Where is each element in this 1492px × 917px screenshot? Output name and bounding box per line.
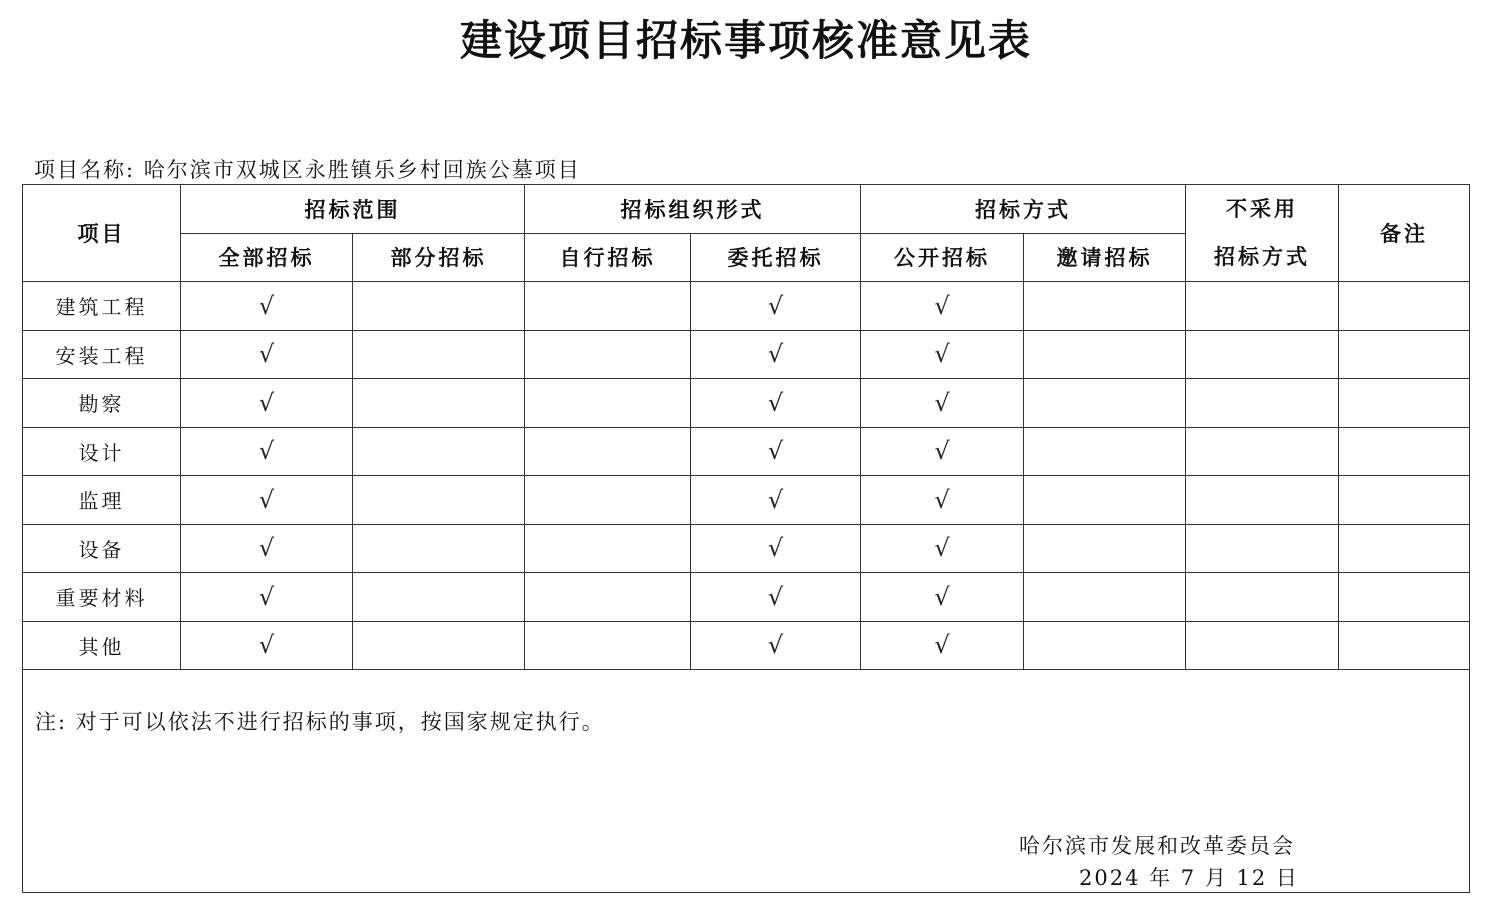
check-mark-icon: √ [767, 388, 784, 417]
cell-self [525, 476, 691, 525]
check-mark-icon: √ [767, 291, 784, 320]
cell-entrust [691, 573, 861, 622]
cell-invite [1024, 573, 1186, 622]
cell-partial [353, 379, 525, 428]
cell-none [1186, 282, 1339, 331]
check-mark-icon: √ [258, 437, 275, 466]
row-label: 重要材料 [23, 573, 181, 622]
cell-partial [353, 282, 525, 331]
check-mark-icon: √ [767, 485, 784, 514]
cell-open [861, 379, 1024, 428]
table-row [23, 524, 1470, 573]
cell-open [861, 621, 1024, 670]
table-row [23, 282, 1470, 331]
table-row [23, 427, 1470, 476]
row-label: 建筑工程 [23, 282, 181, 331]
cell-none [1186, 573, 1339, 622]
cell-self [525, 621, 691, 670]
row-label: 勘察 [23, 379, 181, 428]
cell-entrust [691, 621, 861, 670]
cell-open [861, 524, 1024, 573]
cell-full [181, 524, 353, 573]
check-mark-icon: √ [258, 631, 275, 660]
cell-self [525, 524, 691, 573]
cell-partial [353, 621, 525, 670]
header-no-bidding-line1: 不采用 [1226, 197, 1298, 221]
cell-invite [1024, 621, 1186, 670]
cell-invite [1024, 524, 1186, 573]
cell-entrust [691, 427, 861, 476]
cell-entrust [691, 330, 861, 379]
cell-entrust [691, 282, 861, 331]
row-label: 监理 [23, 476, 181, 525]
cell-invite [1024, 330, 1186, 379]
check-mark-icon: √ [934, 388, 950, 417]
cell-full [181, 427, 353, 476]
cell-none [1186, 427, 1339, 476]
cell-self [525, 379, 691, 428]
check-mark-icon: √ [767, 582, 784, 611]
cell-partial [353, 573, 525, 622]
issuer-name: 哈尔滨市发展和改革委员会 [1019, 834, 1295, 858]
cell-self [525, 330, 691, 379]
cell-open [861, 573, 1024, 622]
footer-cell [23, 670, 1470, 893]
cell-open [861, 330, 1024, 379]
cell-full [181, 282, 353, 331]
page-title: 建设项目招标事项核准意见表 [459, 16, 1032, 65]
header-item: 项目 [23, 185, 181, 282]
check-mark-icon: √ [258, 485, 275, 514]
cell-remark [1339, 573, 1470, 622]
header-no-bidding-line2: 招标方式 [1214, 245, 1310, 269]
check-mark-icon: √ [767, 631, 784, 660]
header-method-invite: 邀请招标 [1024, 233, 1186, 282]
check-mark-icon: √ [934, 582, 950, 611]
table-row [23, 621, 1470, 670]
row-label: 安装工程 [23, 330, 181, 379]
cell-none [1186, 476, 1339, 525]
table-row [23, 476, 1470, 525]
check-mark-icon: √ [258, 534, 275, 563]
cell-open [861, 282, 1024, 331]
check-mark-icon: √ [258, 388, 275, 417]
header-org-entrust: 委托招标 [691, 233, 861, 282]
check-mark-icon: √ [934, 534, 950, 563]
header-organization: 招标组织形式 [525, 185, 861, 234]
project-name: 项目名称: 哈尔滨市双城区永胜镇乐乡村回族公墓项目 [34, 158, 581, 182]
cell-partial [353, 427, 525, 476]
check-mark-icon: √ [934, 340, 950, 369]
check-mark-icon: √ [767, 534, 784, 563]
cell-remark [1339, 524, 1470, 573]
cell-full [181, 330, 353, 379]
cell-full [181, 573, 353, 622]
header-scope: 招标范围 [181, 185, 525, 234]
row-label: 设计 [23, 427, 181, 476]
header-method-open: 公开招标 [861, 233, 1024, 282]
check-mark-icon: √ [934, 631, 950, 660]
cell-none [1186, 524, 1339, 573]
approval-table [22, 184, 1470, 893]
row-label: 其他 [23, 621, 181, 670]
note-text: 注: 对于可以依法不进行招标的事项，按国家规定执行。 [35, 710, 605, 734]
cell-open [861, 427, 1024, 476]
cell-entrust [691, 476, 861, 525]
check-mark-icon: √ [934, 291, 950, 320]
cell-remark [1339, 621, 1470, 670]
check-mark-icon: √ [934, 485, 950, 514]
cell-invite [1024, 282, 1186, 331]
cell-none [1186, 330, 1339, 379]
cell-full [181, 621, 353, 670]
footer-row [23, 670, 1470, 893]
header-row-top [23, 185, 1470, 234]
issue-date: 2024 年 7 月 12 日 [1079, 866, 1299, 890]
cell-partial [353, 524, 525, 573]
cell-invite [1024, 476, 1186, 525]
header-method: 招标方式 [861, 185, 1186, 234]
cell-self [525, 282, 691, 331]
cell-self [525, 573, 691, 622]
cell-partial [353, 330, 525, 379]
row-label: 设备 [23, 524, 181, 573]
approval-table-container [22, 184, 1470, 893]
cell-remark [1339, 427, 1470, 476]
check-mark-icon: √ [258, 340, 275, 369]
cell-remark [1339, 282, 1470, 331]
cell-entrust [691, 379, 861, 428]
cell-self [525, 427, 691, 476]
cell-invite [1024, 379, 1186, 428]
table-row [23, 330, 1470, 379]
check-mark-icon: √ [767, 340, 784, 369]
cell-invite [1024, 427, 1186, 476]
check-mark-icon: √ [767, 437, 784, 466]
header-org-self: 自行招标 [525, 233, 691, 282]
table-row [23, 379, 1470, 428]
cell-none [1186, 379, 1339, 428]
header-remarks: 备注 [1339, 185, 1470, 282]
cell-open [861, 476, 1024, 525]
cell-remark [1339, 330, 1470, 379]
cell-entrust [691, 524, 861, 573]
table-row [23, 573, 1470, 622]
cell-partial [353, 476, 525, 525]
header-scope-full: 全部招标 [181, 233, 353, 282]
header-scope-partial: 部分招标 [353, 233, 525, 282]
cell-remark [1339, 379, 1470, 428]
check-mark-icon: √ [934, 437, 950, 466]
header-no-bidding [1186, 185, 1339, 282]
check-mark-icon: √ [258, 291, 275, 320]
check-mark-icon: √ [258, 582, 275, 611]
cell-none [1186, 621, 1339, 670]
cell-full [181, 476, 353, 525]
cell-full [181, 379, 353, 428]
cell-remark [1339, 476, 1470, 525]
